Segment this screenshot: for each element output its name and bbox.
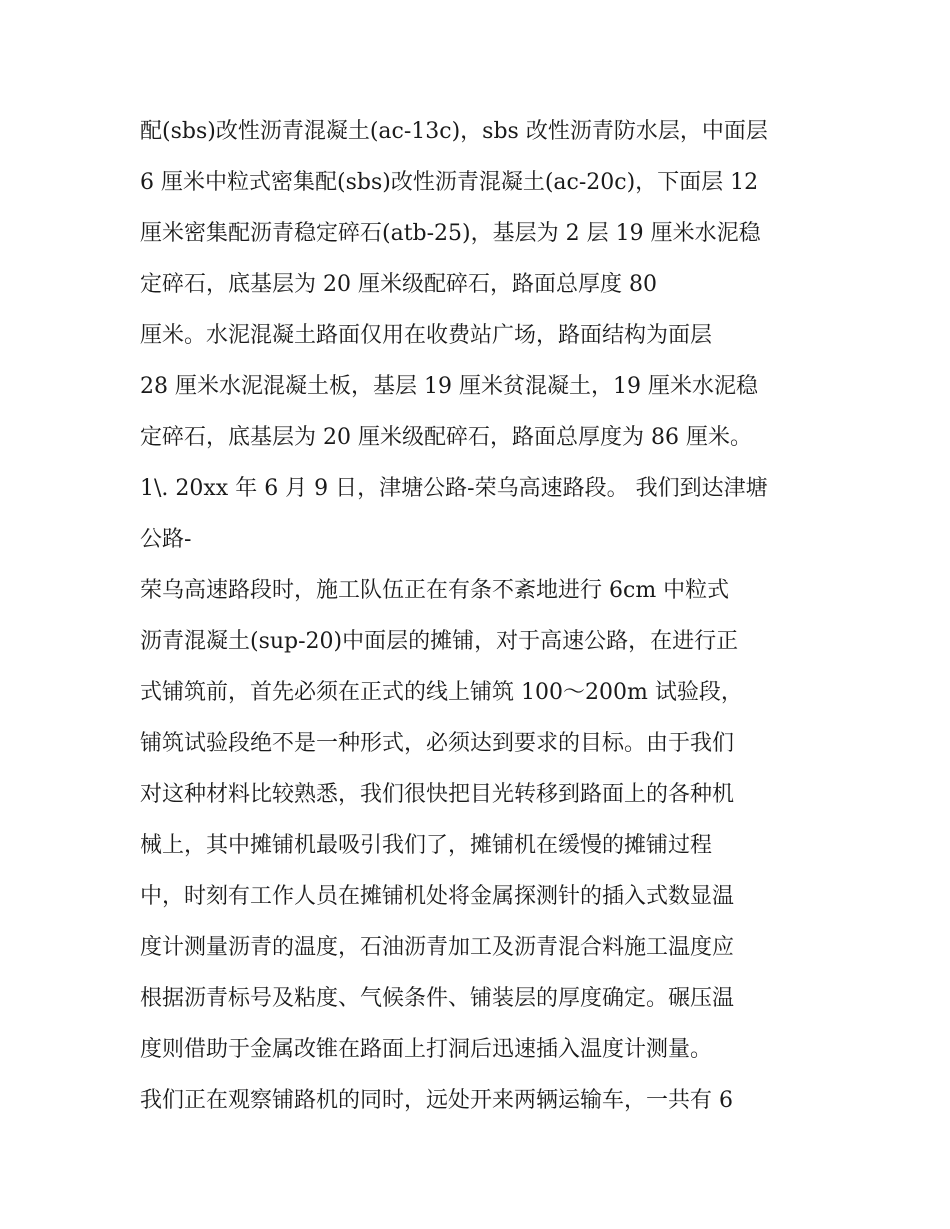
text-line: 沥青混凝土(sup-20)中面层的摊铺，对于高速公路，在进行正 [140,629,739,654]
text-line: 定碎石，底基层为 20 厘米级配碎石，路面总厚度为 86 厘米。 [140,425,752,450]
text-line: 械上，其中摊铺机最吸引我们了，摊铺机在缓慢的摊铺过程 [140,833,713,858]
body-text [140,106,830,1126]
text-line: 28 厘米水泥混凝土板，基层 19 厘米贫混凝土，19 厘米水泥稳 [140,374,758,399]
text-line: 铺筑试验段绝不是一种形式，必须达到要求的目标。由于我们 [140,731,735,756]
text-line: 配(sbs)改性沥青混凝土(ac-13c)，sbs 改性沥青防水层，中面层 [140,119,768,144]
text-line: 1\. 20xx 年 6 月 9 日，津塘公路-荣乌高速路段。 我们到达津塘 [140,476,768,501]
text-line: 对这种材料比较熟悉，我们很快把目光转移到路面上的各种机 [140,782,735,807]
text-line: 厘米。水泥混凝土路面仅用在收费站广场，路面结构为面层 [140,323,713,348]
text-line: 度则借助于金属改锥在路面上打洞后迅速插入温度计测量。 [140,1037,713,1062]
text-line: 中，时刻有工作人员在摊铺机处将金属探测针的插入式数显温 [140,884,735,909]
text-line: 定碎石，底基层为 20 厘米级配碎石，路面总厚度 80 [140,272,657,297]
text-line: 厘米密集配沥青稳定碎石(atb-25)，基层为 2 层 19 厘米水泥稳 [140,221,761,246]
text-line: 荣乌高速路段时，施工队伍正在有条不紊地进行 6cm 中粒式 [140,578,730,603]
text-line: 式铺筑前，首先必须在正式的线上铺筑 100～200m 试验段， [140,680,743,705]
text-line: 根据沥青标号及粘度、气候条件、铺装层的厚度确定。碾压温 [140,986,735,1011]
text-line: 公路- [140,527,192,552]
text-line: 我们正在观察铺路机的同时，远处开来两辆运输车，一共有 6 [140,1088,733,1113]
text-line: 6 厘米中粒式密集配(sbs)改性沥青混凝土(ac-20c)，下面层 12 [140,170,759,195]
text-line: 度计测量沥青的温度，石油沥青加工及沥青混合料施工温度应 [140,935,735,960]
